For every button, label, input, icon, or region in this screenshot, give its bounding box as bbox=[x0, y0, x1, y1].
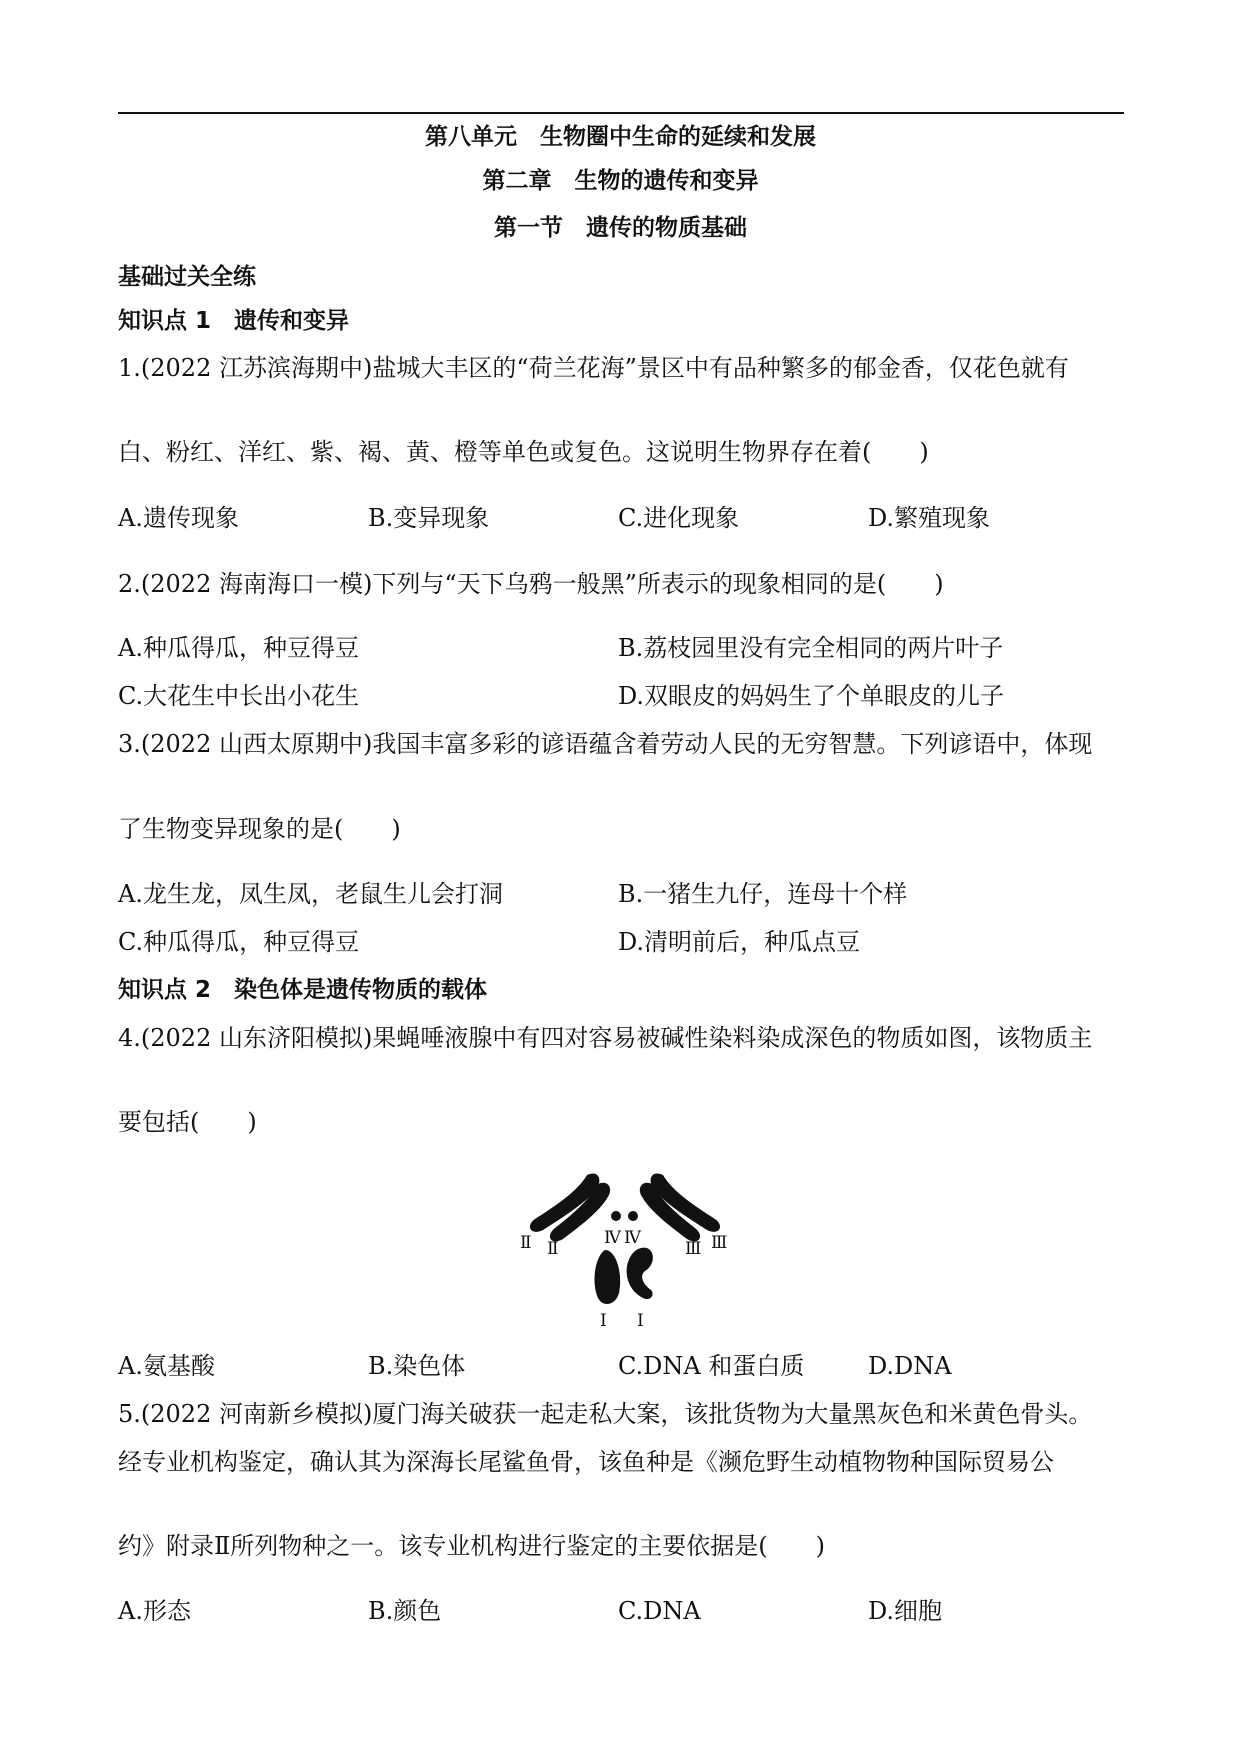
question-1-stem-line-2: 白、粉红、洋红、紫、褐、黄、橙等单色或复色。这说明生物界存在着( ) bbox=[118, 438, 929, 466]
question-4-option-b[interactable]: B.染色体 bbox=[368, 1352, 466, 1380]
question-4-stem-line-1: 4.(2022 山东济阳模拟)果蝇唾液腺中有四对容易被碱性染料染成深色的物质如图，该物质主 bbox=[118, 1024, 1093, 1052]
label-iii-left: Ⅲ bbox=[685, 1239, 702, 1258]
knowledge-point-2: 知识点 2 染色体是遗传物质的载体 bbox=[118, 977, 488, 1003]
knowledge-point-1: 知识点 1 遗传和变异 bbox=[118, 308, 350, 334]
question-2-option-c[interactable]: C.大花生中长出小花生 bbox=[118, 682, 360, 710]
section-title: 第一节 遗传的物质基础 bbox=[494, 215, 747, 241]
label-iii-right: Ⅲ bbox=[711, 1233, 728, 1252]
question-5-option-b[interactable]: B.颜色 bbox=[368, 1597, 442, 1625]
question-1-option-d[interactable]: D.繁殖现象 bbox=[868, 504, 991, 532]
chromosome-i-right bbox=[627, 1248, 653, 1299]
question-3-stem-line-1: 3.(2022 山西太原期中)我国丰富多彩的谚语蕴含着劳动人民的无穷智慧。下列谚语中，体现 bbox=[118, 730, 1093, 758]
question-3-option-c[interactable]: C.种瓜得瓜，种豆得豆 bbox=[118, 928, 360, 956]
practice-heading: 基础过关全练 bbox=[118, 264, 256, 290]
question-4-stem-line-2: 要包括( ) bbox=[118, 1108, 257, 1136]
chromosome-i-left bbox=[594, 1250, 620, 1304]
label-i-right: Ⅰ bbox=[637, 1311, 644, 1330]
question-2-stem-line-1: 2.(2022 海南海口一模)下列与“天下乌鸦一般黑”所表示的现象相同的是( ) bbox=[118, 570, 944, 598]
question-4-option-c[interactable]: C.DNA 和蛋白质 bbox=[618, 1352, 805, 1380]
question-2-option-a[interactable]: A.种瓜得瓜，种豆得豆 bbox=[118, 634, 359, 662]
label-iv-right: Ⅳ bbox=[624, 1228, 641, 1247]
chromosome-figure bbox=[505, 1168, 745, 1338]
question-3-stem-line-2: 了生物变异现象的是( ) bbox=[118, 815, 401, 843]
question-1-option-b[interactable]: B.变异现象 bbox=[368, 504, 490, 532]
question-3-option-d[interactable]: D.清明前后，种瓜点豆 bbox=[618, 928, 861, 956]
label-i-left: Ⅰ bbox=[600, 1311, 607, 1330]
question-2-option-d[interactable]: D.双眼皮的妈妈生了个单眼皮的儿子 bbox=[618, 682, 1005, 710]
label-iv-left: Ⅳ bbox=[604, 1228, 621, 1247]
question-5-stem-line-1: 5.(2022 河南新乡模拟)厦门海关破获一起走私大案，该批货物为大量黑灰色和米黄色骨头。 bbox=[118, 1400, 1093, 1428]
chapter-title: 第二章 生物的遗传和变异 bbox=[482, 168, 759, 194]
header-rule bbox=[118, 112, 1124, 114]
question-3-option-b[interactable]: B.一猪生九仔，连母十个样 bbox=[618, 880, 908, 908]
question-1-stem-line-1: 1.(2022 江苏滨海期中)盐城大丰区的“荷兰花海”景区中有品种繁多的郁金香，仅花色就有 bbox=[118, 354, 1069, 382]
question-5-option-d[interactable]: D.细胞 bbox=[868, 1597, 943, 1625]
question-1-option-c[interactable]: C.进化现象 bbox=[618, 504, 740, 532]
question-4-option-a[interactable]: A.氨基酸 bbox=[118, 1352, 215, 1380]
question-5-stem-line-2: 经专业机构鉴定，确认其为深海长尾鲨鱼骨，该鱼种是《濒危野生动植物物种国际贸易公 bbox=[118, 1448, 1054, 1476]
question-5-option-c[interactable]: C.DNA bbox=[618, 1597, 701, 1625]
question-3-option-a[interactable]: A.龙生龙，凤生凤，老鼠生儿会打洞 bbox=[118, 880, 503, 908]
question-2-option-b[interactable]: B.荔枝园里没有完全相同的两片叶子 bbox=[618, 634, 1004, 662]
label-ii-left: Ⅱ bbox=[547, 1239, 559, 1258]
question-5-option-a[interactable]: A.形态 bbox=[118, 1597, 191, 1625]
unit-title: 第八单元 生物圈中生命的延续和发展 bbox=[425, 124, 816, 150]
question-5-stem-line-3: 约》附录Ⅱ所列物种之一。该专业机构进行鉴定的主要依据是( ) bbox=[118, 1532, 826, 1560]
chromosome-iv-left bbox=[611, 1211, 621, 1221]
question-4-option-d[interactable]: D.DNA bbox=[868, 1352, 952, 1380]
chromosome-iv-right bbox=[628, 1211, 638, 1221]
label-ii-right: Ⅱ bbox=[520, 1233, 532, 1252]
question-1-option-a[interactable]: A.遗传现象 bbox=[118, 504, 239, 532]
